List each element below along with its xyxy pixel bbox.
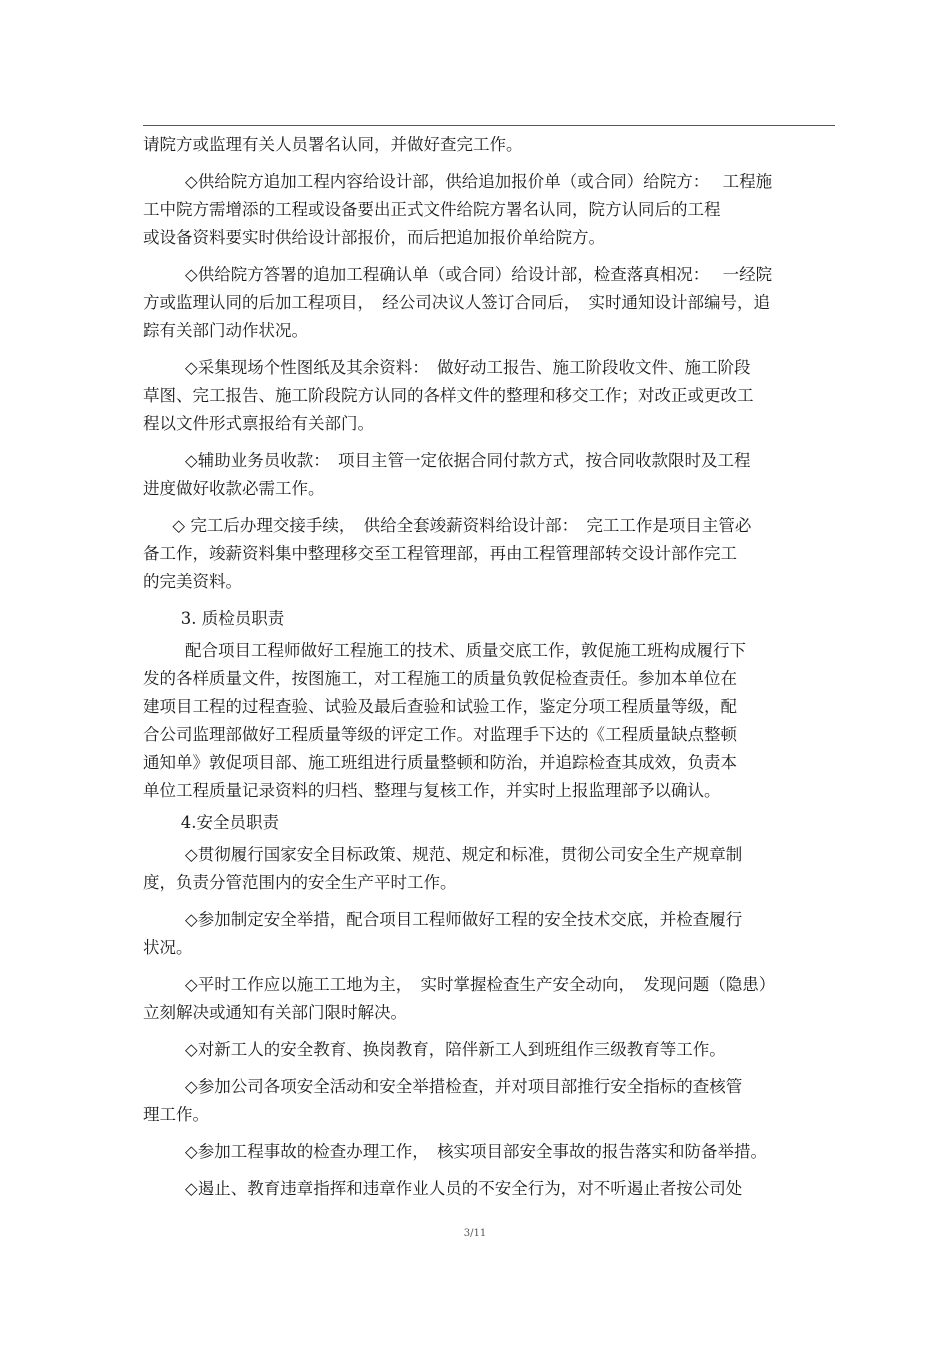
paragraph	[143, 447, 843, 503]
text-line: 3. 质检员职责	[180, 609, 285, 628]
page-number: 3/11	[463, 1228, 487, 1239]
text-line: 理工作。	[143, 1105, 209, 1124]
text-line: ◇参加制定安全举措，配合项目工程师做好工程的安全技术交底，并检查履行	[185, 910, 743, 929]
text-line: 进度做好收款必需工作。	[143, 479, 325, 498]
text-line: ◇对新工人的安全教育、换岗教育，陪伴新工人到班组作三级教育等工作。	[185, 1040, 726, 1059]
text-line: ◇贯彻履行国家安全目标政策、规范、规定和标准，贯彻公司安全生产规章制	[185, 845, 743, 864]
paragraph	[143, 1036, 843, 1064]
header-rule	[143, 125, 835, 126]
text-line: 单位工程质量记录资料的归档、整理与复核工作，并实时上报监理部予以确认。	[143, 781, 721, 800]
text-line: ◇供给院方答署的追加工程确认单（或合同）给设计部，检查落真相况： 一经院	[185, 265, 773, 284]
paragraph	[143, 971, 843, 1027]
text-line: 度，负责分管范围内的安全生产平时工作。	[143, 873, 457, 892]
paragraph	[143, 168, 843, 252]
text-line: 方或监理认同的后加工程项目， 经公司决议人签订合同后， 实时通知设计部编号，追	[143, 293, 770, 312]
text-line: 通知单》敦促项目部、施工班组进行质量整顿和防治，并追踪检查其成效，负责本	[143, 753, 737, 772]
paragraph	[143, 809, 843, 837]
document-body	[143, 131, 843, 1212]
text-line: 立刻解决或通知有关部门限时解决。	[143, 1003, 407, 1022]
paragraph	[143, 841, 843, 897]
paragraph	[143, 131, 843, 159]
paragraph	[143, 1175, 843, 1203]
text-line: ◇平时工作应以施工工地为主， 实时掌握检查生产安全动向， 发现问题（隐患）	[185, 975, 776, 994]
text-line: 合公司监理部做好工程质量等级的评定工作。对监理手下达的《工程质量缺点整顿	[143, 725, 737, 744]
text-line: 4.安全员职责	[180, 813, 280, 832]
text-line: ◇供给院方追加工程内容给设计部，供给追加报价单（或合同）给院方： 工程施	[185, 172, 773, 191]
text-line: 或设备资料要实时供给设计部报价，而后把追加报价单给院方。	[143, 228, 605, 247]
text-line: 状况。	[143, 938, 193, 957]
paragraph	[143, 512, 843, 596]
text-line: ◇ 完工后办理交接手续， 供给全套竣薪资料给设计部： 完工工作是项目主管必	[172, 516, 752, 535]
text-line: 踪有关部门动作状况。	[143, 321, 308, 340]
text-line: 草图、完工报告、施工阶段院方认同的各样文件的整理和移交工作；对改正或更改工	[143, 386, 754, 405]
text-line: 发的各样质量文件，按图施工，对工程施工的质量负敦促检查责任。参加本单位在	[143, 669, 737, 688]
paragraph	[143, 605, 843, 633]
text-line: 建项目工程的过程查验、试验及最后查验和试验工作，鉴定分项工程质量等级，配	[143, 697, 737, 716]
text-line: ◇辅助业务员收款： 项目主管一定依据合同付款方式，按合同收款限时及工程	[185, 451, 751, 470]
text-line: 备工作，竣薪资料集中整理移交至工程管理部，再由工程管理部转交设计部作完工	[143, 544, 737, 563]
text-line: 请院方或监理有关人员署名认同，并做好查完工作。	[143, 135, 523, 154]
paragraph	[143, 354, 843, 438]
text-line: ◇参加工程事故的检查办理工作， 核实项目部安全事故的报告落实和防备举措。	[185, 1142, 767, 1161]
text-line: ◇采集现场个性图纸及其余资料： 做好动工报告、施工阶段收文件、施工阶段	[185, 358, 751, 377]
paragraph	[143, 1073, 843, 1129]
text-line: ◇遏止、教育违章指挥和违章作业人员的不安全行为，对不听遏止者按公司处	[185, 1179, 743, 1198]
paragraph	[143, 261, 843, 345]
text-line: 配合项目工程师做好工程施工的技术、质量交底工作，敦促施工班构成履行下	[185, 641, 746, 660]
paragraph	[143, 906, 843, 962]
paragraph	[143, 637, 843, 805]
paragraph	[143, 1138, 843, 1166]
text-line: 工中院方需增添的工程或设备要出正式文件给院方署名认同，院方认同后的工程	[143, 200, 721, 219]
text-line: 的完美资料。	[143, 572, 242, 591]
text-line: ◇参加公司各项安全活动和安全举措检查，并对项目部推行安全指标的查核管	[185, 1077, 743, 1096]
text-line: 程以文件形式禀报给有关部门。	[143, 414, 374, 433]
